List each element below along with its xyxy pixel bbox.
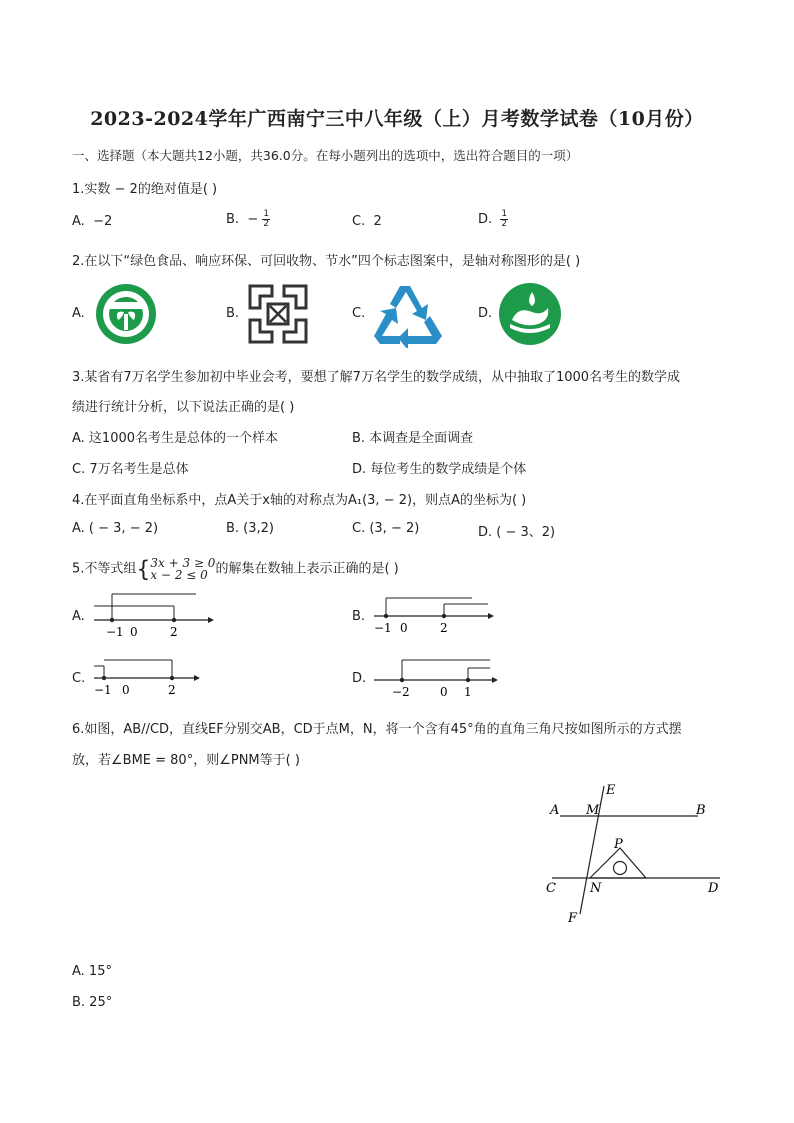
environment-logo-icon [246, 282, 310, 346]
q5c-tick-3: 2 [168, 683, 176, 697]
q2-label-c[interactable]: C. [352, 306, 366, 321]
q2-label-a[interactable]: A. [72, 306, 85, 321]
green-food-logo-icon [94, 282, 158, 346]
q3-stem-line1: 3.某省有7万名学生参加初中毕业会考，要想了解7万名学生的数学成绩，从中抽取了1000名考生的数学成 [72, 370, 681, 385]
q5-system-eq1: 3x + 3 ≥ 0 [150, 556, 216, 570]
q5b-tick-2: 0 [400, 621, 408, 635]
q5c-tick-2: 0 [122, 683, 130, 697]
q1-d-fraction: $\frac{1}{2}$ [501, 209, 508, 229]
q1-option-b[interactable]: B. − $\frac{1}{2}$ [226, 209, 270, 229]
q5-numberline-c [92, 652, 202, 702]
q5d-tick-3: 1 [464, 685, 472, 699]
q5-label-d[interactable]: D. [352, 671, 367, 686]
q5-system-eq2: x − 2 ≤ 0 [150, 568, 208, 582]
q6-point-f: F [568, 911, 578, 926]
q3-option-d[interactable]: D. 每位考生的数学成绩是个体 [352, 462, 527, 477]
q6-point-n: N [590, 881, 602, 896]
recycle-logo-icon [370, 280, 446, 348]
q6-point-p: P [614, 837, 623, 852]
q6-point-c: C [546, 881, 556, 896]
q6-stem-line1: 6.如图，AB//CD，直线EF分别交AB，CD于点M，N，将一个含有45°角的直角三角尺按如图所示的方式摆 [72, 722, 682, 737]
q6-option-b[interactable]: B. 25° [72, 995, 113, 1010]
q6-point-b: B [696, 803, 706, 818]
q5d-tick-1: −2 [392, 685, 410, 699]
q3-option-c[interactable]: C. 7万名考生是总体 [72, 462, 189, 477]
q4-option-c[interactable]: C. (3, − 2) [352, 521, 420, 536]
q5c-tick-1: −1 [94, 683, 112, 697]
q5d-tick-2: 0 [440, 685, 448, 699]
q5a-tick-3: 2 [170, 625, 178, 639]
q5-stem: 5.不等式组{ 3x + 3 ≥ 0 x − 2 ≤ 0 的解集在数轴上表示正确的是( ) [72, 556, 399, 583]
q4-option-d[interactable]: D. ( − 3、2) [478, 525, 556, 540]
q6-point-d: D [708, 881, 719, 896]
q4-stem: 4.在平面直角坐标系中，点A关于x轴的对称点为A₁(3, − 2)，则点A的坐标为( ) [72, 493, 527, 508]
q5-label-b[interactable]: B. [352, 609, 366, 624]
q5-numberline-d [372, 652, 500, 702]
q5b-tick-1: −1 [374, 621, 392, 635]
q4-option-b[interactable]: B. (3,2) [226, 521, 275, 536]
q1-option-d[interactable]: D. $\frac{1}{2}$ [478, 209, 508, 229]
q5-numberline-a [92, 590, 216, 640]
q6-option-a[interactable]: A. 15° [72, 964, 112, 979]
q1-option-a[interactable]: A. −2 [72, 214, 113, 229]
q1-b-fraction: $\frac{1}{2}$ [263, 209, 270, 229]
q5-label-c[interactable]: C. [72, 671, 86, 686]
q3-stem-line2: 绩进行统计分析，以下说法正确的是( ) [72, 400, 295, 415]
q3-option-b[interactable]: B. 本调查是全面调查 [352, 431, 474, 446]
q6-point-m: M [586, 803, 600, 818]
q6-geometry-figure [544, 778, 730, 928]
water-saving-logo-icon [498, 282, 562, 346]
q2-label-b[interactable]: B. [226, 306, 240, 321]
q6-point-e: E [606, 783, 616, 798]
q5-label-a[interactable]: A. [72, 609, 85, 624]
q5a-tick-2: 0 [130, 625, 138, 639]
section-heading: 一、选择题（本大题共12小题，共36.0分。在每小题列出的选项中，选出符合题目的一项） [72, 148, 579, 163]
q2-stem: 2.在以下“绿色食品、响应环保、可回收物、节水”四个标志图案中，是轴对称图形的是( ) [72, 254, 581, 269]
q3-option-a[interactable]: A. 这1000名考生是总体的一个样本 [72, 431, 279, 446]
q2-label-d[interactable]: D. [478, 306, 493, 321]
q5a-tick-1: −1 [106, 625, 124, 639]
paper-title: 2023-2024学年广西南宁三中八年级（上）月考数学试卷（10月份） [90, 108, 704, 130]
q4-option-a[interactable]: A. ( − 3, − 2) [72, 521, 159, 536]
q1-stem: 1.实数 − 2的绝对值是( ) [72, 182, 218, 197]
q5-numberline-b [372, 590, 496, 640]
q1-option-c[interactable]: C. 2 [352, 214, 382, 229]
q6-point-a: A [550, 803, 560, 818]
q5b-tick-3: 2 [440, 621, 448, 635]
q6-stem-line2: 放，若∠BME = 80°，则∠PNM等于( ) [72, 753, 300, 768]
